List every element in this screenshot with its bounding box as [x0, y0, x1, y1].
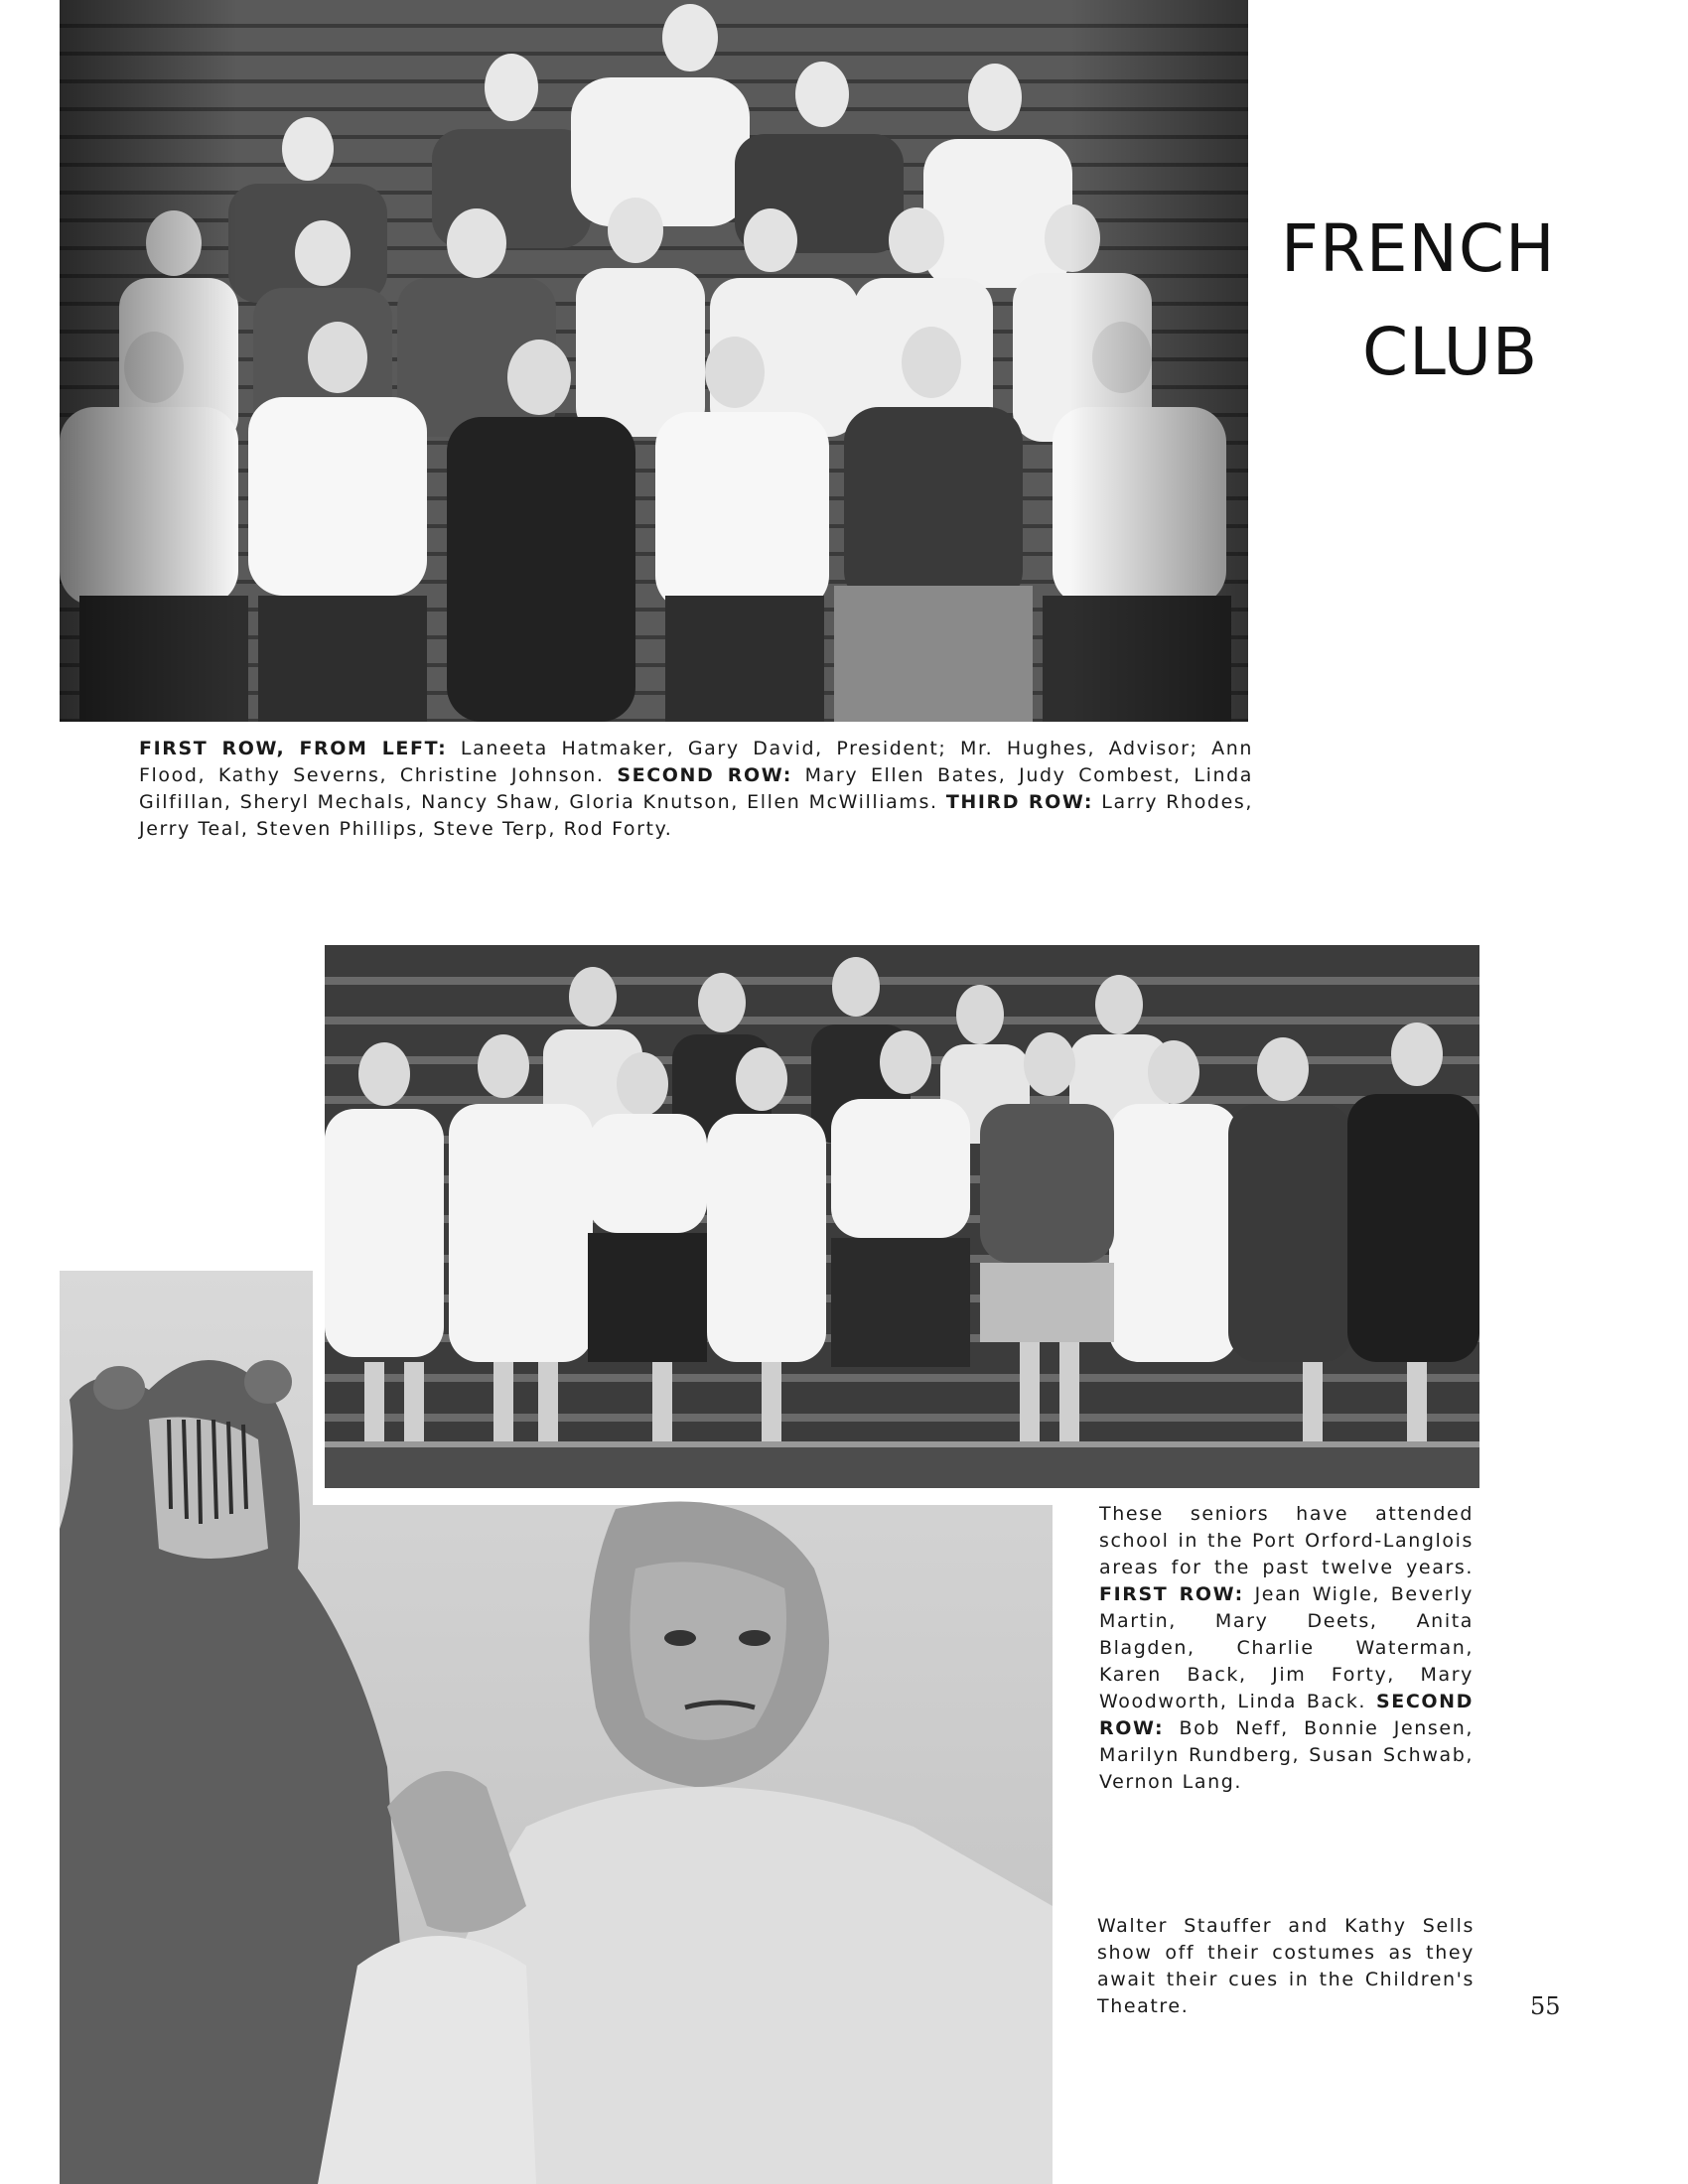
seniors-caption — [1099, 1501, 1474, 1796]
seniors-first-row-names: Jean Wigle, Beverly Martin, Mary Deets, Anita Blagden, Charlie Waterman, Karen Back, Jim Forty, Mary Woodworth, Linda Back. — [1099, 1583, 1474, 1712]
third-row-names: Larry Rhodes, Jerry Teal, Steven Phillips, Steve Terp, Rod Forty. — [139, 791, 1254, 840]
seniors-first-row-label: FIRST ROW: — [1099, 1583, 1244, 1605]
french-club-caption — [139, 736, 1253, 843]
page-title-line1: FRENCH — [1281, 210, 1556, 287]
first-row-names: Laneeta Hatmaker, Gary David, President; Mr. Hughes, Advisor; Ann Flood, Kathy Severns, Christine Johnson. — [139, 738, 1253, 786]
seniors-second-row-label: SECOND ROW: — [1099, 1691, 1474, 1739]
second-row-names: Mary Ellen Bates, Judy Combest, Linda Gilfillan, Sheryl Mechals, Nancy Shaw, Gloria Knutson, Ellen McWilliams. — [139, 764, 1253, 813]
seniors-intro: These seniors have attended school in the Port Orford-Langlois areas for the past twelve years. — [1099, 1503, 1474, 1578]
page-number: 55 — [1530, 1992, 1561, 2020]
theatre-photo — [60, 1271, 1053, 2184]
third-row-label: THIRD ROW: — [945, 791, 1094, 813]
second-row-label: SECOND ROW: — [617, 764, 792, 786]
seniors-second-row-names: Bob Neff, Bonnie Jensen, Marilyn Rundberg, Susan Schwab, Vernon Lang. — [1099, 1717, 1474, 1793]
first-row-label: FIRST ROW, FROM LEFT: — [139, 738, 448, 759]
page-title-line2: CLUB — [1362, 314, 1539, 390]
theatre-caption: Walter Stauffer and Kathy Sells show off their costumes as they await their cues in the Children's Theatre. — [1097, 1915, 1475, 2017]
french-club-photo-image — [60, 0, 1248, 722]
theatre-photo-image — [60, 1271, 1053, 2184]
french-club-photo — [60, 0, 1248, 722]
